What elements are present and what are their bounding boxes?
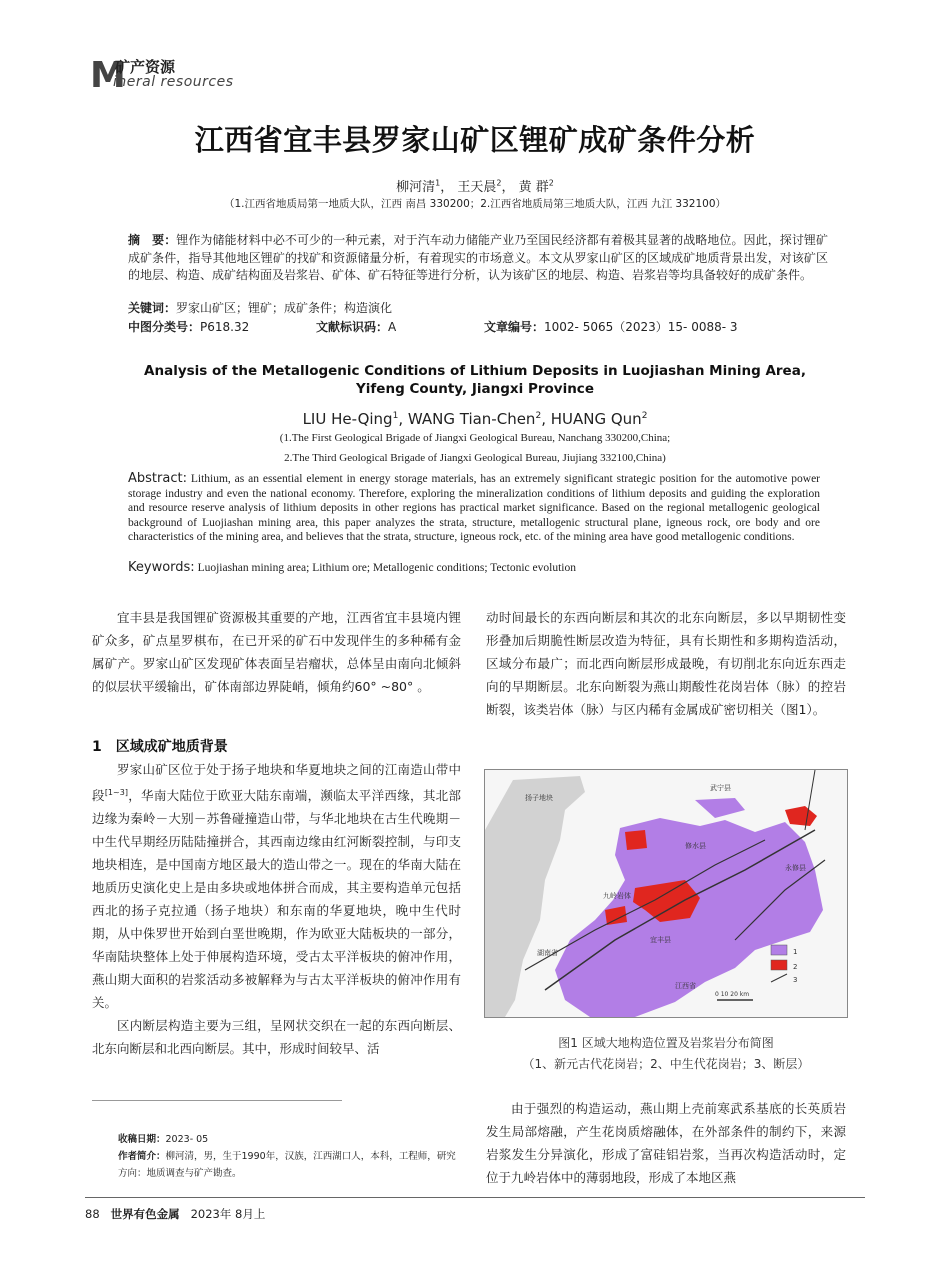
english-abstract: Abstract: Lithium, as an essential element in energy storage materials, has an extremely significant strategic position for the automotive power storage industry and even the national economy. Therefore, exploring the mineralization conditions of lithium deposits and guiding the exploration and resource reserve analysis of lithium deposits in other regions has practical market significance. Based on the regional metallogenic geological background of Luojiashan mining area, this paper analyzes the strata, structure, metallogenic structural plane, igneous rock, ore body and ore characteristics of the mining area, and believes that the strata, structure, igneous rock, etc. of the mining area have good metallogenic conditions. [128, 471, 820, 544]
legend-label-3: 3 [793, 976, 798, 984]
map-label-xiushui: 修水县 [685, 842, 706, 850]
map-label-jiuling: 九岭岩体 [603, 892, 631, 900]
section-heading-1: 1 区域成矿地质背景 [92, 739, 228, 755]
logo-column-en: ineral resources [113, 74, 234, 90]
author-bio: 作者简介：柳河清，男，生于1990年，汉族，江西湖口人，本科，工程师，研究方向：地质调查与矿产勘查。 [118, 1151, 456, 1179]
legend-label-2: 2 [793, 963, 798, 971]
scale-label: 0 10 20 km [715, 991, 750, 998]
map-svg [485, 770, 847, 1017]
map-label-yangtze: 扬子地块 [525, 794, 553, 802]
intro-paragraph: 宜丰县是我国锂矿资源极其重要的产地，江西省宜丰县境内锂矿众多，矿点星罗棋布，在已开采的矿石中发现伴生的多种稀有金属矿产。罗家山矿区发现矿体表面呈岩瘤状，总体呈由南向北倾斜的似层状平缓输出，矿体南部边界陡峭，倾角约60° ~80° 。 [92, 610, 461, 694]
legend-label-1: 1 [793, 948, 798, 956]
footnote-rule [92, 1100, 342, 1101]
map-label-hunan: 湖南省 [537, 949, 558, 957]
paper-title: 江西省宜丰县罗家山矿区锂矿成矿条件分析 [194, 123, 756, 157]
english-affiliation-1: (1.The First Geological Brigade of Jiangxi Geological Bureau, Nanchang 330200,China; [279, 432, 671, 444]
english-title: Analysis of the Metallogenic Conditions of Lithium Deposits in Luojiashan Mining Area, Yifeng County, Jiangxi Province [144, 363, 806, 397]
map-label-yongxiu: 永修县 [785, 864, 806, 872]
legend-swatch-1 [771, 945, 787, 955]
page-footer [85, 1206, 265, 1222]
english-keywords: Keywords: Luojiashan mining area; Lithium ore; Metallogenic conditions; Tectonic evolution [128, 560, 576, 575]
issue-date: 2023年 8月上 [190, 1207, 266, 1221]
footer-rule [85, 1197, 865, 1198]
english-affiliation-2: 2.The Third Geological Brigade of Jiangxi Geological Bureau, Jiujiang 332100,China) [284, 452, 666, 464]
map-label-yifeng: 宜丰县 [650, 936, 671, 944]
map-label-jiangxi: 江西省 [675, 982, 696, 990]
english-authors: LIU He-Qing$^1$, WANG Tian-Chen$^2$, HUANG Qun$^2$ [302, 410, 648, 428]
journal-name: 世界有色金属 [110, 1207, 180, 1221]
author-2: 王天晨 [457, 180, 497, 195]
author-1: 柳河清 [396, 180, 436, 195]
legend-swatch-2 [771, 960, 787, 970]
figure-caption: 图1 区域大地构造位置及岩浆岩分布简图 [558, 1036, 774, 1050]
right-column-bottom: 由于强烈的构造运动，燕山期上壳前寒武系基底的长英质岩发生局部熔融，产生花岗质熔融体，在外部条件的制约下，来源岩浆发生分异演化，形成了富硅铝岩浆，当再次构造活动时，定位于九岭岩体中的薄弱地段，形成了本地区燕 [486, 1101, 846, 1185]
page-number: 88 [85, 1207, 100, 1221]
author-3: 黄 群 [518, 180, 549, 195]
received-date: 收稿日期：2023- 05 [118, 1134, 209, 1145]
affiliation: （1.江西省地质局第一地质大队，江西 南昌 330200；2.江西省地质局第三地质大队，江西 九江 332100） [223, 198, 727, 210]
mesozoic-granite-nw [625, 830, 647, 850]
figure-1-map [484, 769, 848, 1018]
article-number: 文章编号：1002- 5065（2023）15- 0088- 3 [484, 320, 738, 334]
keywords-cn: 关键词：罗家山矿区；锂矿；成矿条件；构造演化 [128, 301, 393, 315]
right-column-top: 动时间最长的东西向断层和其次的北东向断层，多以早期韧性变形叠加后期脆性断层改造为特征，具有长期性和多期构造活动，区域分布最广；而北西向断层形成最晚，有切削北东向近东西走向的早期断层。北东向断裂为燕山期酸性花岗岩体（脉）的控岩断裂，该类岩体（脉）与区内稀有金属成矿密切相关（图1）。 [486, 610, 846, 717]
clc-number: 中图分类号：P618.32 [128, 320, 250, 334]
figure-caption-legend: （1、新元古代花岗岩；2、中生代花岗岩；3、断层） [522, 1057, 810, 1071]
logo-letter: M [90, 55, 126, 96]
logo-column-cn: 矿产资源 [115, 58, 176, 76]
section1-body: 罗家山矿区位于处于扬子地块和华夏地块之间的江南造山带中段[1~3]，华南大陆位于欧亚大陆东南端，濒临太平洋西缘，其北部边缘为秦岭－大别－苏鲁碰撞造山带，与华北地块在古生代晚期－中生代早期经历陆陆撞拼合，其西南边缘由红河断裂控制，与印支地块相连，是中国南方地区最大的造山带之一。现在的华南大陆在地质历史演化史上是由多块或地体拼合而成，其主要构造单元包括西北的扬子克拉通（扬子地块）和东南的华夏地块，晚中生代时期，从中侏罗世开始到白垩世晚期，作为欧亚大陆板块的一部分，华南陆块整体上处于伸展构造环境，受古太平洋板块的俯冲作用，燕山期大面积的岩浆活动多被解释为与古太平洋板块的俯冲作用有关。 区内断层构造主要为三组，呈网状交织在一起的东西向断层、北东向断层和北西向断层。其中，形成时间较早、活 [92, 762, 461, 1057]
document-code: 文献标识码：A [316, 320, 397, 334]
author-line: 柳河清$^1$， 王天晨$^2$， 黄 群$^2$ [396, 178, 554, 195]
map-label-wuning: 武宁县 [710, 784, 731, 792]
abstract-cn: 摘 要：锂作为储能材料中必不可少的一种元素，对于汽车动力储能产业乃至国民经济都有着极其显著的战略地位。因此，探讨锂矿成矿条件，指导其他地区锂矿的找矿和资源储量分析，有着现实的市场意义。本文从罗家山矿区的区域成矿地质背景出发，对该矿区的地层、构造、成矿结构面及岩浆岩、矿体、矿石特征等进行分析，认为该矿区的地层、构造、岩浆岩等均具备较好的成矿条件。 [128, 233, 828, 282]
